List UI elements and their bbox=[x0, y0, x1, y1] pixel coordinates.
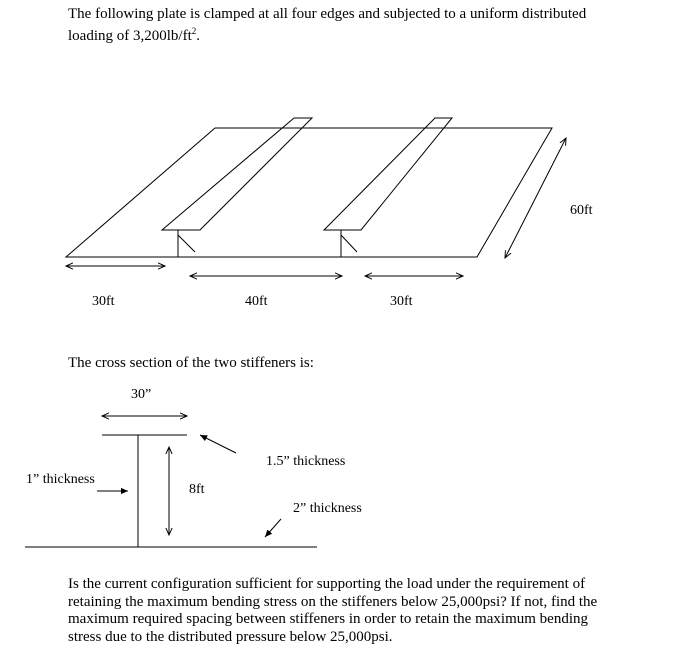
dim-label-middle: 40ft bbox=[245, 294, 268, 309]
flange-thickness-pointer bbox=[200, 435, 236, 453]
dim-label-right: 30ft bbox=[390, 294, 413, 309]
web-thickness-label: 1” thickness bbox=[26, 472, 95, 487]
intro-load-exponent: 2 bbox=[191, 26, 197, 36]
plate-outline bbox=[66, 128, 552, 257]
plate-drawing bbox=[66, 118, 566, 276]
web-height-label: 8ft bbox=[189, 482, 205, 497]
dim-label-depth: 60ft bbox=[570, 203, 593, 218]
base-thickness-label: 2” thickness bbox=[293, 501, 362, 516]
question-paragraph bbox=[68, 576, 597, 646]
cross-section-heading: The cross section of the two stiffeners is: bbox=[68, 355, 314, 371]
stiffener-2 bbox=[324, 118, 452, 257]
base-thickness-pointer bbox=[265, 519, 281, 537]
intro-line-1: The following plate is clamped at all four edges and subjected to a uniform distributed bbox=[68, 6, 587, 22]
question-line-1: Is the current configuration sufficient for supporting the load under the requirement of bbox=[68, 576, 586, 592]
flange-thickness-label: 1.5” thickness bbox=[266, 454, 346, 469]
question-line-2: retaining the maximum bending stress on the stiffeners below 25,000psi? If not, find the bbox=[68, 593, 598, 610]
dim-label-left: 30ft bbox=[92, 294, 115, 309]
intro-period: . bbox=[196, 28, 200, 44]
stiffener-1 bbox=[162, 118, 312, 257]
intro-load-text: loading of 3,200lb/ft bbox=[68, 28, 192, 44]
question-line-4: stress due to the distributed pressure below 25,000psi. bbox=[68, 628, 393, 645]
flange-width-label: 30” bbox=[131, 387, 152, 402]
question-line-3: maximum required spacing between stiffeners in order to retain the maximum bending bbox=[68, 611, 588, 627]
